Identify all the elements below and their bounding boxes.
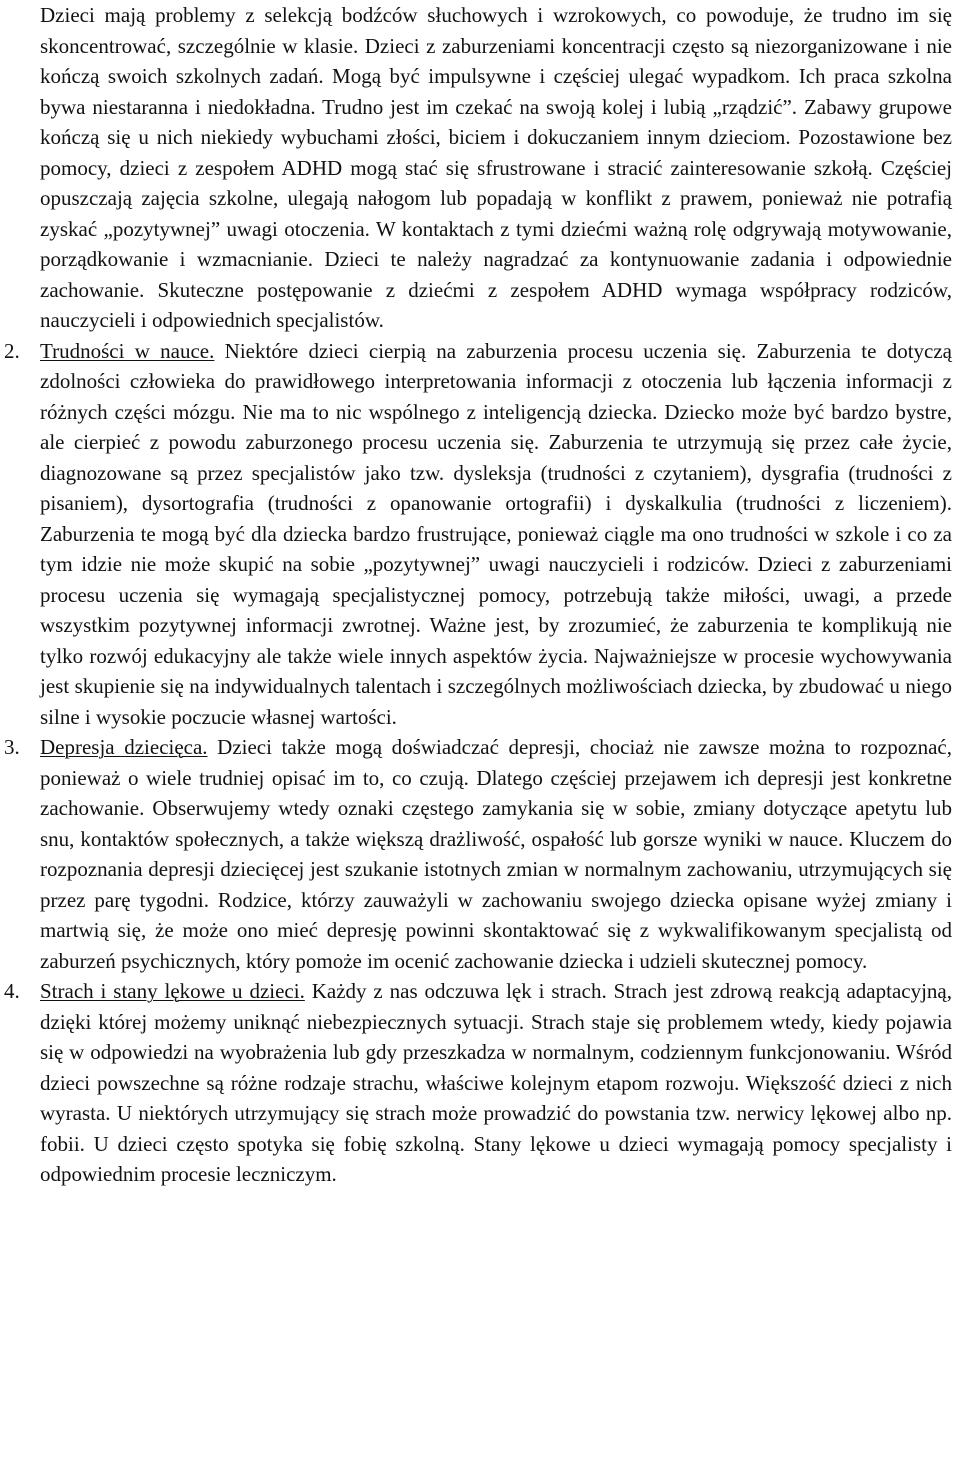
list-item-4 — [0, 976, 960, 1190]
intro-paragraph-block — [0, 0, 960, 336]
list-item-heading: Depresja dziecięca. — [40, 735, 208, 759]
list-item-text: Każdy z nas odczuwa lęk i strach. Strach jest zdrową reakcją adaptacyjną, dzięki której możemy uniknąć niebezpiecznych sytuacji. Strach staje się problemem wtedy, kiedy pojawia się w odpowiedzi na wyobrażenia lub gdy przeszkadza w normalnym, codziennym funkcjonowaniu. Wśród dzieci powszechne są różne rodzaje strachu, właściwe kolejnym etapom rozwoju. Większość dzieci z nich wyrasta. U niektórych utrzymujący się strach może prowadzić do powstania tzw. nerwicy lękowej albo np. fobii. U dzieci często spotyka się fobię szkolną. Stany lękowe u dzieci wymagają pomocy specjalisty i odpowiednim procesie leczniczym. — [40, 979, 952, 1186]
list-item-text: Niektóre dzieci cierpią na zaburzenia procesu uczenia się. Zaburzenia te dotyczą zdolności człowieka do prawidłowego interpretowania informacji z otoczenia lub łączenia informacji z różnych części mózgu. Nie ma to nic wspólnego z inteligencją dziecka. Dziecko może być bardzo bystre, ale cierpieć z powodu zaburzonego procesu uczenia się. Zaburzenia te utrzymują się przez całe życie, diagnozowane są przez specjalistów jako tzw. dysleksja (trudności z czytaniem), dysgrafia (trudności z pisaniem), dysortografia (trudności z opanowanie ortografii) i dyskalkulia (trudności z liczeniem). Zaburzenia te mogą być dla dziecka bardzo frustrujące, ponieważ ciągle ma ono trudności w szkole i co za tym idzie nie może skupić na sobie „pozytywnej” uwagi nauczycieli i rodziców. Dzieci z zaburzeniami procesu uczenia się wymagają specjalistycznej pomocy, potrzebują także miłości, uwagi, a przede wszystkim pozytywnej informacji zwrotnej. Ważne jest, by zrozumieć, że zaburzenia te komplikują nie tylko rozwój edukacyjny ale także wiele innych aspektów życia. Najważniejsze w procesie wychowywania jest skupienie się na indywidualnych talentach i szczególnych możliwościach dziecka, by zbudować u niego silne i wysokie poczucie własnej wartości. — [40, 338, 953, 729]
list-item-2 — [0, 336, 960, 733]
list-item-number: 3. — [4, 735, 20, 759]
list-item-heading: Strach i stany lękowe u dzieci. — [40, 979, 305, 1003]
list-item-3 — [0, 732, 960, 976]
list-item-number: 4. — [4, 979, 20, 1003]
list-item-text: Dzieci także mogą doświadczać depresji, chociaż nie zawsze można to rozpoznać, ponieważ o wiele trudniej opisać im to, co czują. Dlatego częściej przejawem ich depresji jest konkretne zachowanie. Obserwujemy wtedy oznaki częstego zamykania się w sobie, zmiany dotyczące apetytu lub snu, kontaktów społecznych, a także większą drażliwość, ospałość lub gorsze wyniki w nauce. Kluczem do rozpoznania depresji dziecięcej jest szukanie istotnych zmian w normalnym zachowaniu, utrzymujących się przez parę tygodni. Rodzice, którzy zauważyli w zachowaniu swojego dziecka opisane wyżej zmiany i martwią się, że może ono mieć depresję powinni skontaktować się z wykwalifikowanym specjalistą od zaburzeń psychicznych, który pomoże im ocenić zachowanie dziecka i udzieli skutecznej pomocy. — [40, 735, 952, 973]
list-item-number: 2. — [4, 338, 20, 363]
numbered-list — [0, 336, 960, 1190]
intro-paragraph: Dzieci mają problemy z selekcją bodźców słuchowych i wzrokowych, co powoduje, że trudno im się skoncentrować, szczególnie w klasie. Dzieci z zaburzeniami koncentracji często są niezorganizowane i nie kończą swoich szkolnych zadań. Mogą być impulsywne i częściej ulegać wypadkom. Ich praca szkolna bywa niestaranna i niedokładna. Trudno jest im czekać na swoją kolej i lubią „rządzić”. Zabawy grupowe kończą się u nich niekiedy wybuchami złości, biciem i dokuczaniem innym dzieciom. Pozostawione bez pomocy, dzieci z zespołem ADHD mogą stać się sfrustrowane i stracić zainteresowanie szkołą. Częściej opuszczają zajęcia szkolne, ulegają nałogom lub popadają w konflikt z prawem, ponieważ nie potrafią zyskać „pozytywnej” uwagi otoczenia. W kontaktach z tymi dziećmi ważną rolę odgrywają motywowanie, porządkowanie i wzmacnianie. Dzieci te należy nagradzać za kontynuowanie zadania i odpowiednie zachowanie. Skuteczne postępowanie z dziećmi z zespołem ADHD wymaga współpracy rodziców, nauczycieli i odpowiednich specjalistów. — [40, 3, 952, 332]
list-item-heading: Trudności w nauce. — [40, 338, 215, 363]
